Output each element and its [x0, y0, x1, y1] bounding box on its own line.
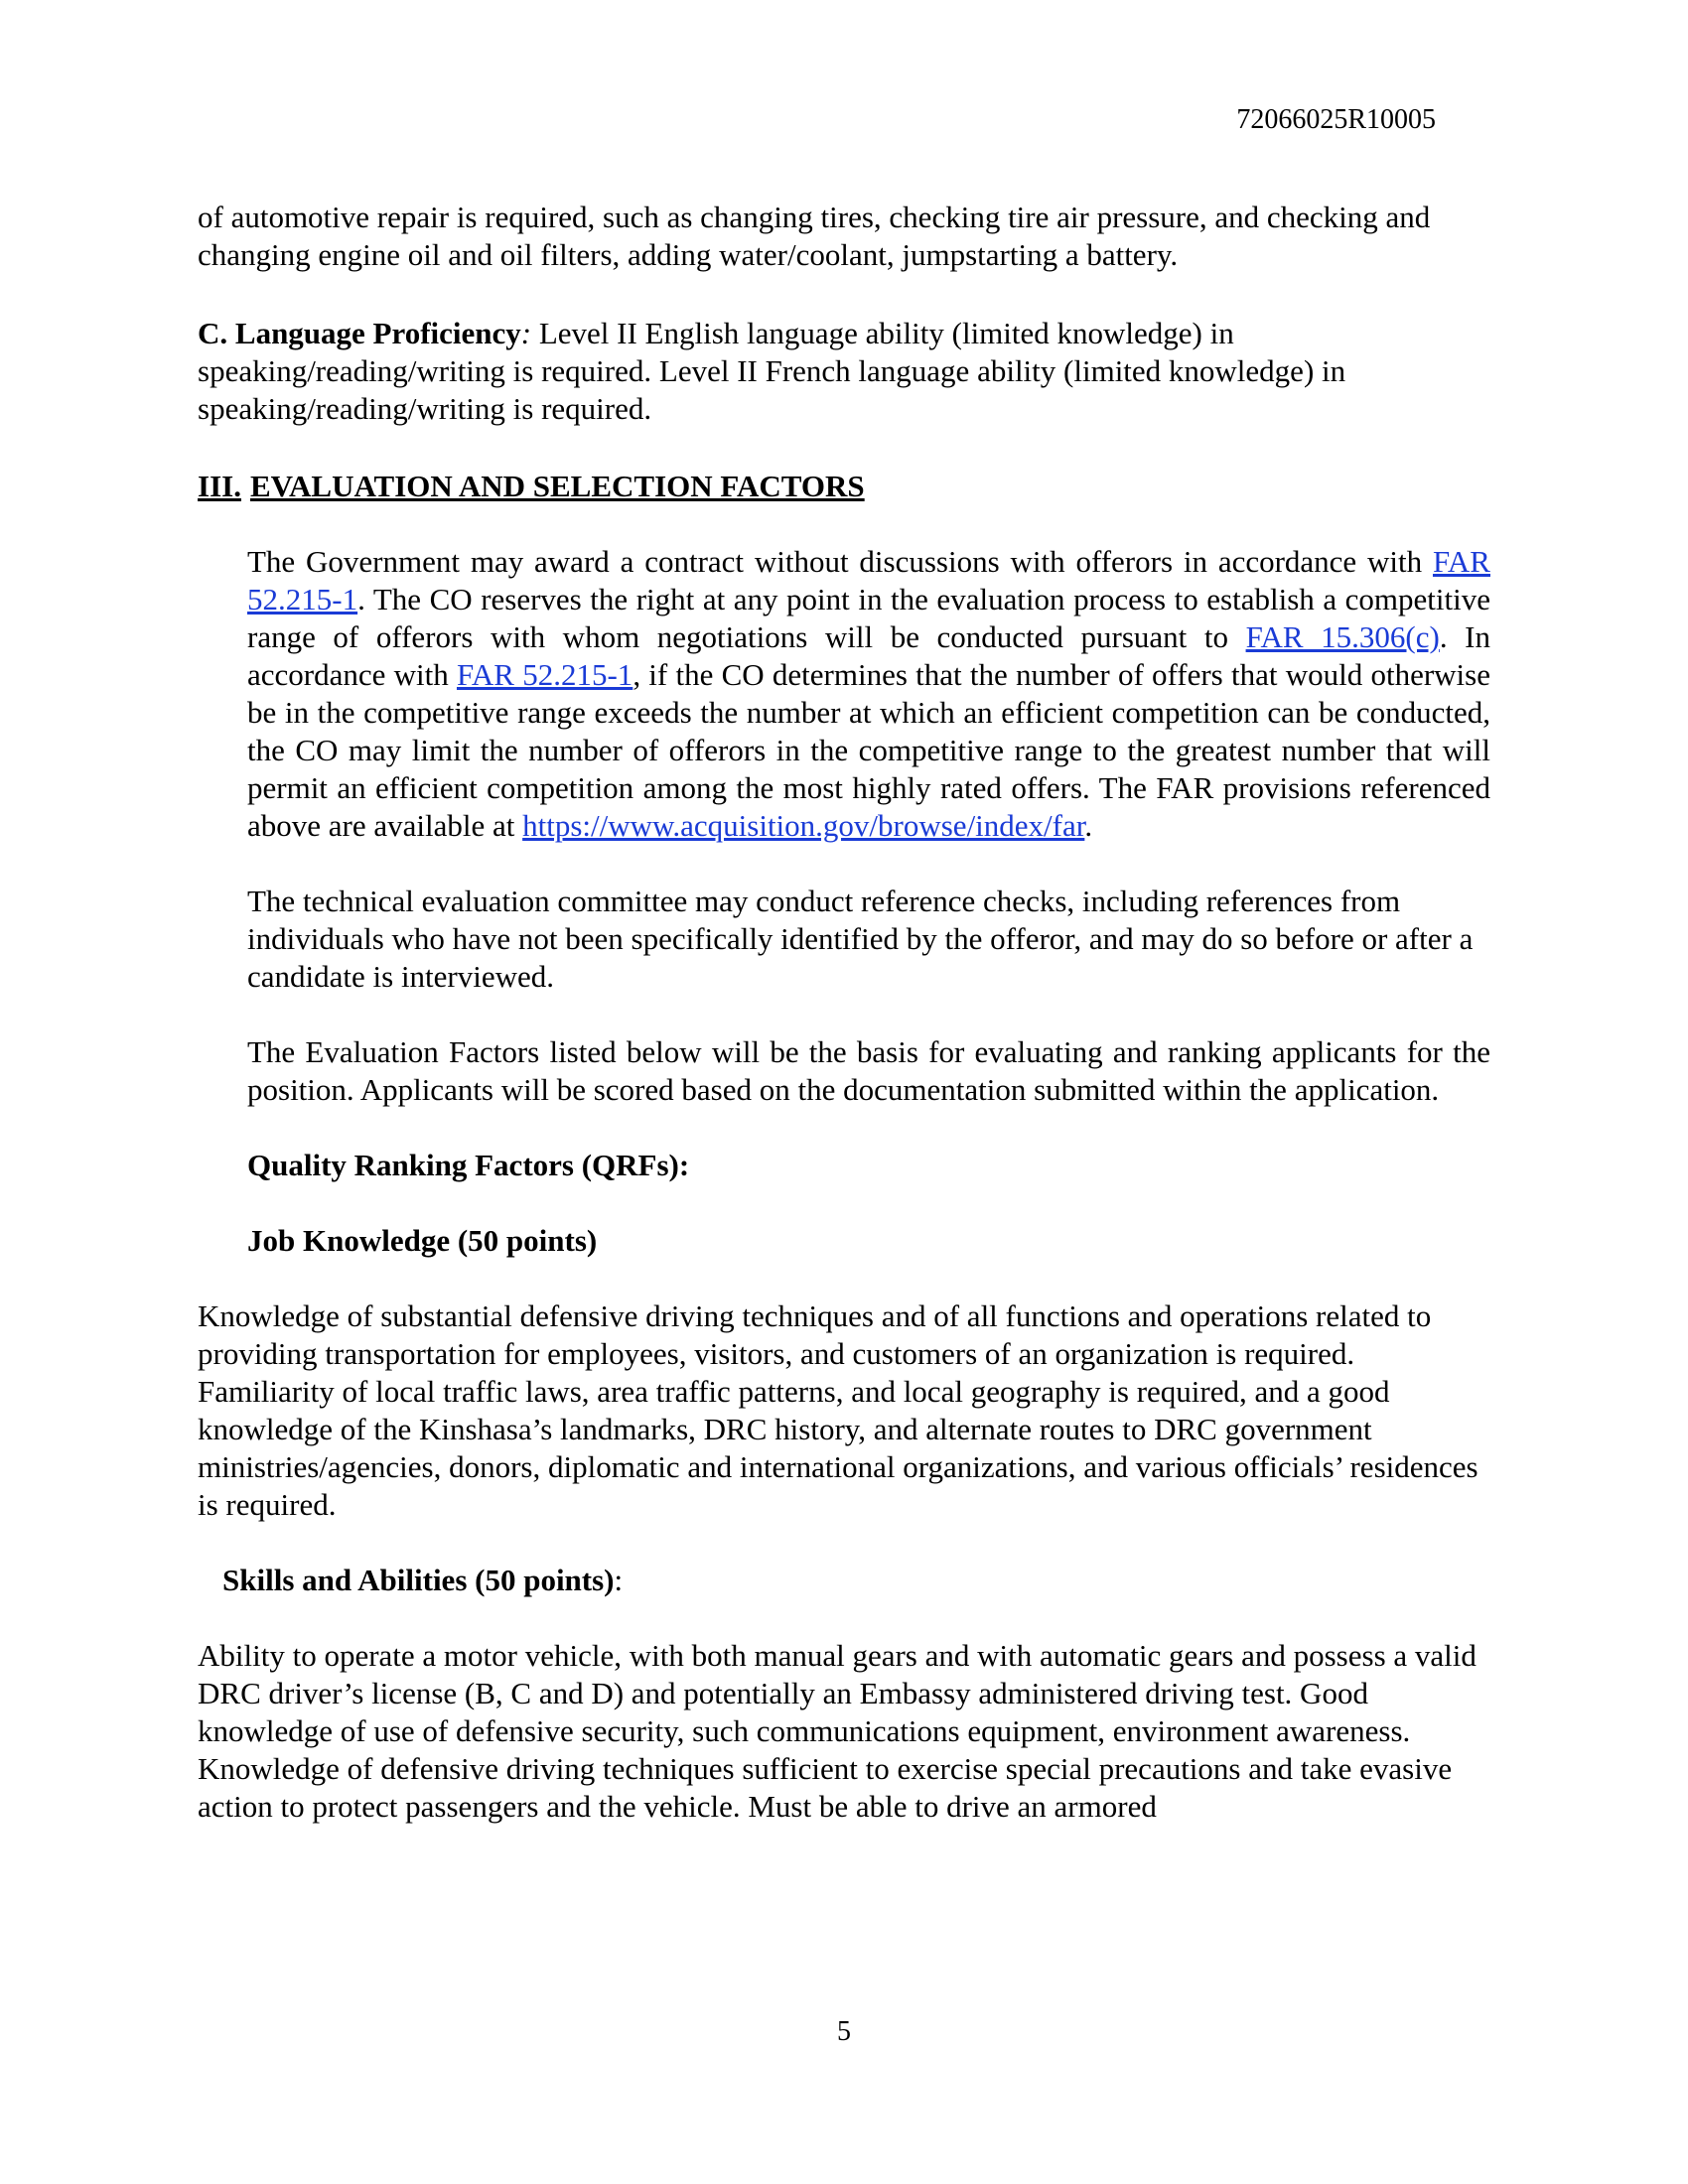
qrf-heading: Quality Ranking Factors (QRFs): [247, 1148, 690, 1182]
skills-paragraph: Ability to operate a motor vehicle, with both manual gears and with automatic gears and possess a valid DRC driver’s license (B, C and D) and potentially an Embassy administered driving test. Good knowledge of use of defensive security, such communications equipment, environment awareness. Knowledge of defensive driving techniques sufficient to exercise special precautions and take evasive action to protect passengers and the vehicle. Must be able to drive an armored [198, 1638, 1477, 1824]
document-body [198, 199, 1490, 1826]
job-knowledge-paragraph: Knowledge of substantial defensive driving techniques and of all functions and operations related to providing transportation for employees, visitors, and customers of an organization is required. Familiarity of local traffic laws, area traffic patterns, and local geography is required, and a good knowledge of the Kinshasa’s landmarks, DRC history, and alternate routes to DRC government ministries/agencies, donors, diplomatic and international organizations, and various officials’ residences is required. [198, 1298, 1478, 1522]
continuation-paragraph: of automotive repair is required, such as changing tires, checking tire air pressure, and checking and changing engine oil and oil filters, adding water/coolant, jumpstarting a battery. [198, 200, 1431, 272]
far-15-306-c-link[interactable]: FAR 15.306(c) [1245, 619, 1440, 654]
award-text-3: . In accordance with [247, 619, 1490, 692]
language-proficiency-text: Level II English language ability (limited knowledge) in speaking/reading/writing is required. Level II French language ability (limited knowledge) in speaking/reading/writing is required. [198, 316, 1346, 426]
reference-checks-paragraph: The technical evaluation committee may conduct reference checks, including references from individuals who have not been specifically identified by the offeror, and may do so before or after a candidate is interviewed. [247, 884, 1474, 994]
award-text-4: , if the CO determines that the number of offers that would otherwise be in the competitive range exceeds the number at which an efficient competition can be conducted, the CO may limit the number of offerors in the competitive range to the greatest number that will permit an efficient competition among the most highly rated offers. The FAR provisions referenced above are available at [247, 657, 1490, 843]
page-number: 5 [837, 2016, 851, 2047]
section-number: III. [198, 469, 241, 503]
acquisition-gov-link[interactable]: https://www.acquisition.gov/browse/index/far [522, 808, 1085, 843]
job-knowledge-heading: Job Knowledge (50 points) [247, 1223, 598, 1258]
award-text-2: . The CO reserves the right at any point in the evaluation process to establish a competitive range of offerors with whom negotiations will be conducted pursuant to [247, 582, 1490, 654]
language-proficiency-colon: : [520, 316, 532, 350]
language-proficiency-paragraph [198, 315, 1490, 428]
section-heading [198, 468, 1490, 505]
far-52-215-1-link[interactable]: FAR 52.215-1 [247, 544, 1490, 616]
far-52-215-1-link-second[interactable]: FAR 52.215-1 [456, 657, 633, 692]
section-title: EVALUATION AND SELECTION FACTORS [249, 469, 865, 503]
skills-heading-label: Skills and Abilities (50 points) [222, 1563, 615, 1597]
solicitation-number: 72066025R10005 [1236, 104, 1436, 135]
award-paragraph [247, 543, 1490, 845]
skills-heading-colon: : [614, 1563, 624, 1597]
evaluation-factors-paragraph: The Evaluation Factors listed below will be the basis for evaluating and ranking applicants for the position. Applicants will be scored based on the documentation submitted within the application. [247, 1034, 1490, 1107]
language-proficiency-label: C. Language Proficiency [198, 316, 521, 350]
award-text-5: . [1084, 808, 1093, 843]
award-text-1: The Government may award a contract without discussions with offerors in accordance with [247, 544, 1433, 579]
skills-heading [222, 1562, 1490, 1599]
